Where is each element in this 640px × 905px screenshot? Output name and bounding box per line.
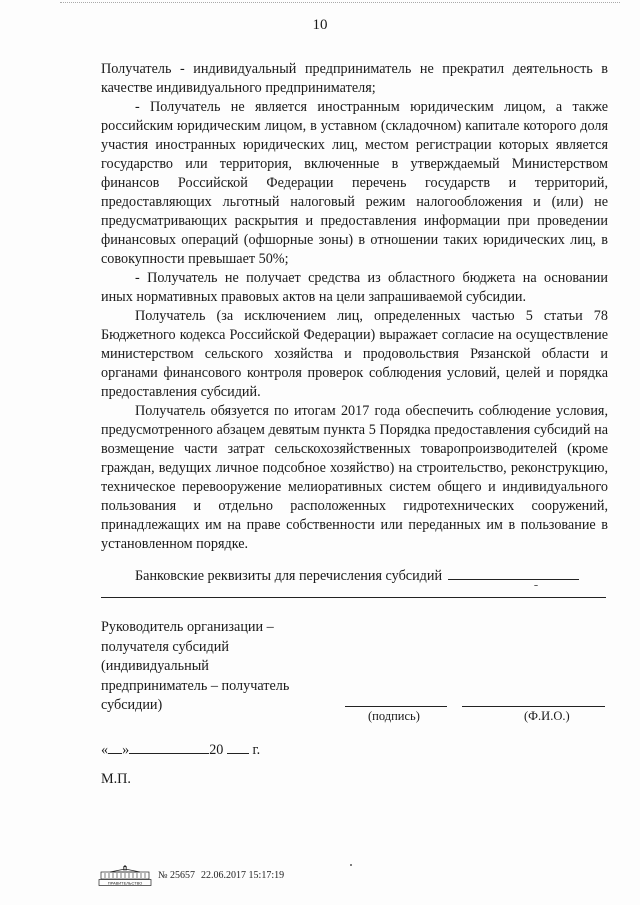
bank-details-label: Банковские реквизиты для перечисления субсидий (135, 568, 443, 584)
page-number: 10 (312, 17, 328, 33)
signatory-line-1: Руководитель организации – (101, 619, 274, 635)
name-line (462, 706, 605, 707)
paragraph-4: Получатель (за исключением лиц, определенных частью 5 статьи 78 Бюджетного кодекса Российской Федерации) выражает согласие на осуществление министерством сельского хозяйства и продовольствия Рязанской области и органами финансового контроля проверок соблюдения условий, целей и порядка предоставления субсидий. (101, 308, 608, 400)
doc-timestamp: 22.06.2017 15:17:19 (201, 869, 285, 881)
scan-speck (534, 585, 538, 586)
paragraph-1: Получатель - индивидуальный предприниматель не прекратил деятельность в качестве индивидуального предпринимателя; (101, 61, 608, 96)
body-text (101, 60, 608, 554)
paragraph-3: - Получатель не получает средства из областного бюджета на основании иных нормативных правовых актов на цели запрашиваемой субсидии. (101, 270, 608, 305)
government-building-icon (98, 864, 152, 886)
month-blank (129, 739, 209, 754)
scan-top-marks (60, 2, 620, 7)
logo-caption: ПРАВИТЕЛЬСТВО (107, 880, 143, 886)
name-caption: (Ф.И.О.) (524, 709, 570, 723)
date-line (101, 739, 260, 760)
signatory-line-4: предприниматель – получатель (101, 677, 290, 694)
year-suffix: г. (252, 742, 261, 758)
year-prefix: 20 (209, 742, 224, 758)
signatory-block (101, 618, 331, 716)
signature-line (345, 706, 447, 707)
bank-details-line (135, 565, 605, 586)
doc-number: № 25657 (158, 869, 196, 881)
stamp-place-label: М.П. (101, 771, 131, 787)
day-blank (108, 739, 122, 754)
footer (98, 864, 284, 886)
bank-details-rule (101, 597, 606, 598)
bank-details-blank (448, 565, 579, 580)
signature-caption: (подпись) (368, 709, 420, 723)
signatory-line-2: получателя субсидий (101, 638, 229, 655)
paragraph-2: - Получатель не является иностранным юридическим лицом, а также российским юридическим лицом, в уставном (складочном) капитале которого доля участия иностранных юридических лиц, местом регистрации которых является государство или территория, включенные в утверждаемый Министерством финансов Российской Федерации перечень государств и территорий, предоставляющих льготный налоговый режим налогообложения и (или) не предусматривающих раскрытия и предоставления информации при проведении финансовых операций (офшорные зоны) в отношении таких юридических лиц, в совокупности превышает 50%; (101, 99, 608, 267)
signatory-line-5: субсидии) (101, 697, 163, 713)
date-close-quote: » (122, 742, 130, 758)
paragraph-5: Получатель обязуется по итогам 2017 года обеспечить соблюдение условия, предусмотренного абзацем девятым пункта 5 Порядка предоставления субсидий на возмещение части затрат сельскохозяйственных товаропроизводителей (кроме граждан, ведущих личное подсобное хозяйство) на строительство, реконструкцию, техническое перевооружение мелиоративных систем общего и индивидуального пользования и отдельно расположенных гидротехнических сооружений, принадлежащих им на праве собственности или переданных им в пользование в установленном порядке. (101, 403, 608, 552)
year-blank (227, 739, 249, 754)
scan-speck (350, 864, 352, 866)
date-open-quote: « (101, 742, 109, 758)
signatory-line-3: (индивидуальный (101, 658, 209, 674)
